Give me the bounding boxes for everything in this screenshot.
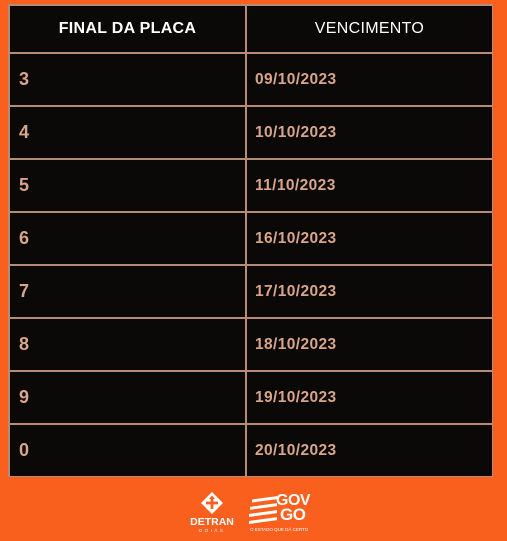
- plate-ending-cell: 6: [10, 213, 245, 264]
- detran-name: DETRAN: [190, 516, 234, 528]
- footer-logos: [0, 477, 507, 541]
- plate-ending-cell: 5: [10, 160, 245, 211]
- gov-wordmark: GOV: [276, 492, 311, 509]
- gov-slogan: O ESTADO QUE DÁ CERTO: [250, 527, 309, 532]
- plate-ending-cell: 7: [10, 266, 245, 317]
- plate-ending-cell: 8: [10, 319, 245, 370]
- plate-ending-cell: 4: [10, 107, 245, 158]
- detran-state: GOIÁS: [198, 528, 226, 533]
- gov-go-logo: [249, 494, 319, 538]
- due-date-cell: 10/10/2023: [247, 107, 492, 158]
- go-wordmark: GO: [280, 505, 306, 524]
- due-date-cell: 16/10/2023: [247, 213, 492, 264]
- plate-ending-cell: 0: [10, 425, 245, 476]
- due-date-cell: 18/10/2023: [247, 319, 492, 370]
- detran-emblem-icon: [200, 491, 224, 515]
- plate-ending-cell: 3: [10, 54, 245, 105]
- table-grid: [10, 6, 492, 476]
- due-date-cell: 19/10/2023: [247, 372, 492, 423]
- plate-ending-cell: 9: [10, 372, 245, 423]
- header-due-date: VENCIMENTO: [247, 6, 492, 52]
- deadline-table: [8, 4, 493, 477]
- due-date-cell: 17/10/2023: [247, 266, 492, 317]
- goias-flag-icon: [249, 496, 279, 524]
- detran-logo: [186, 491, 238, 539]
- due-date-cell: 09/10/2023: [247, 54, 492, 105]
- header-plate-ending: FINAL DA PLACA: [10, 6, 245, 52]
- due-date-cell: 11/10/2023: [247, 160, 492, 211]
- due-date-cell: 20/10/2023: [247, 425, 492, 476]
